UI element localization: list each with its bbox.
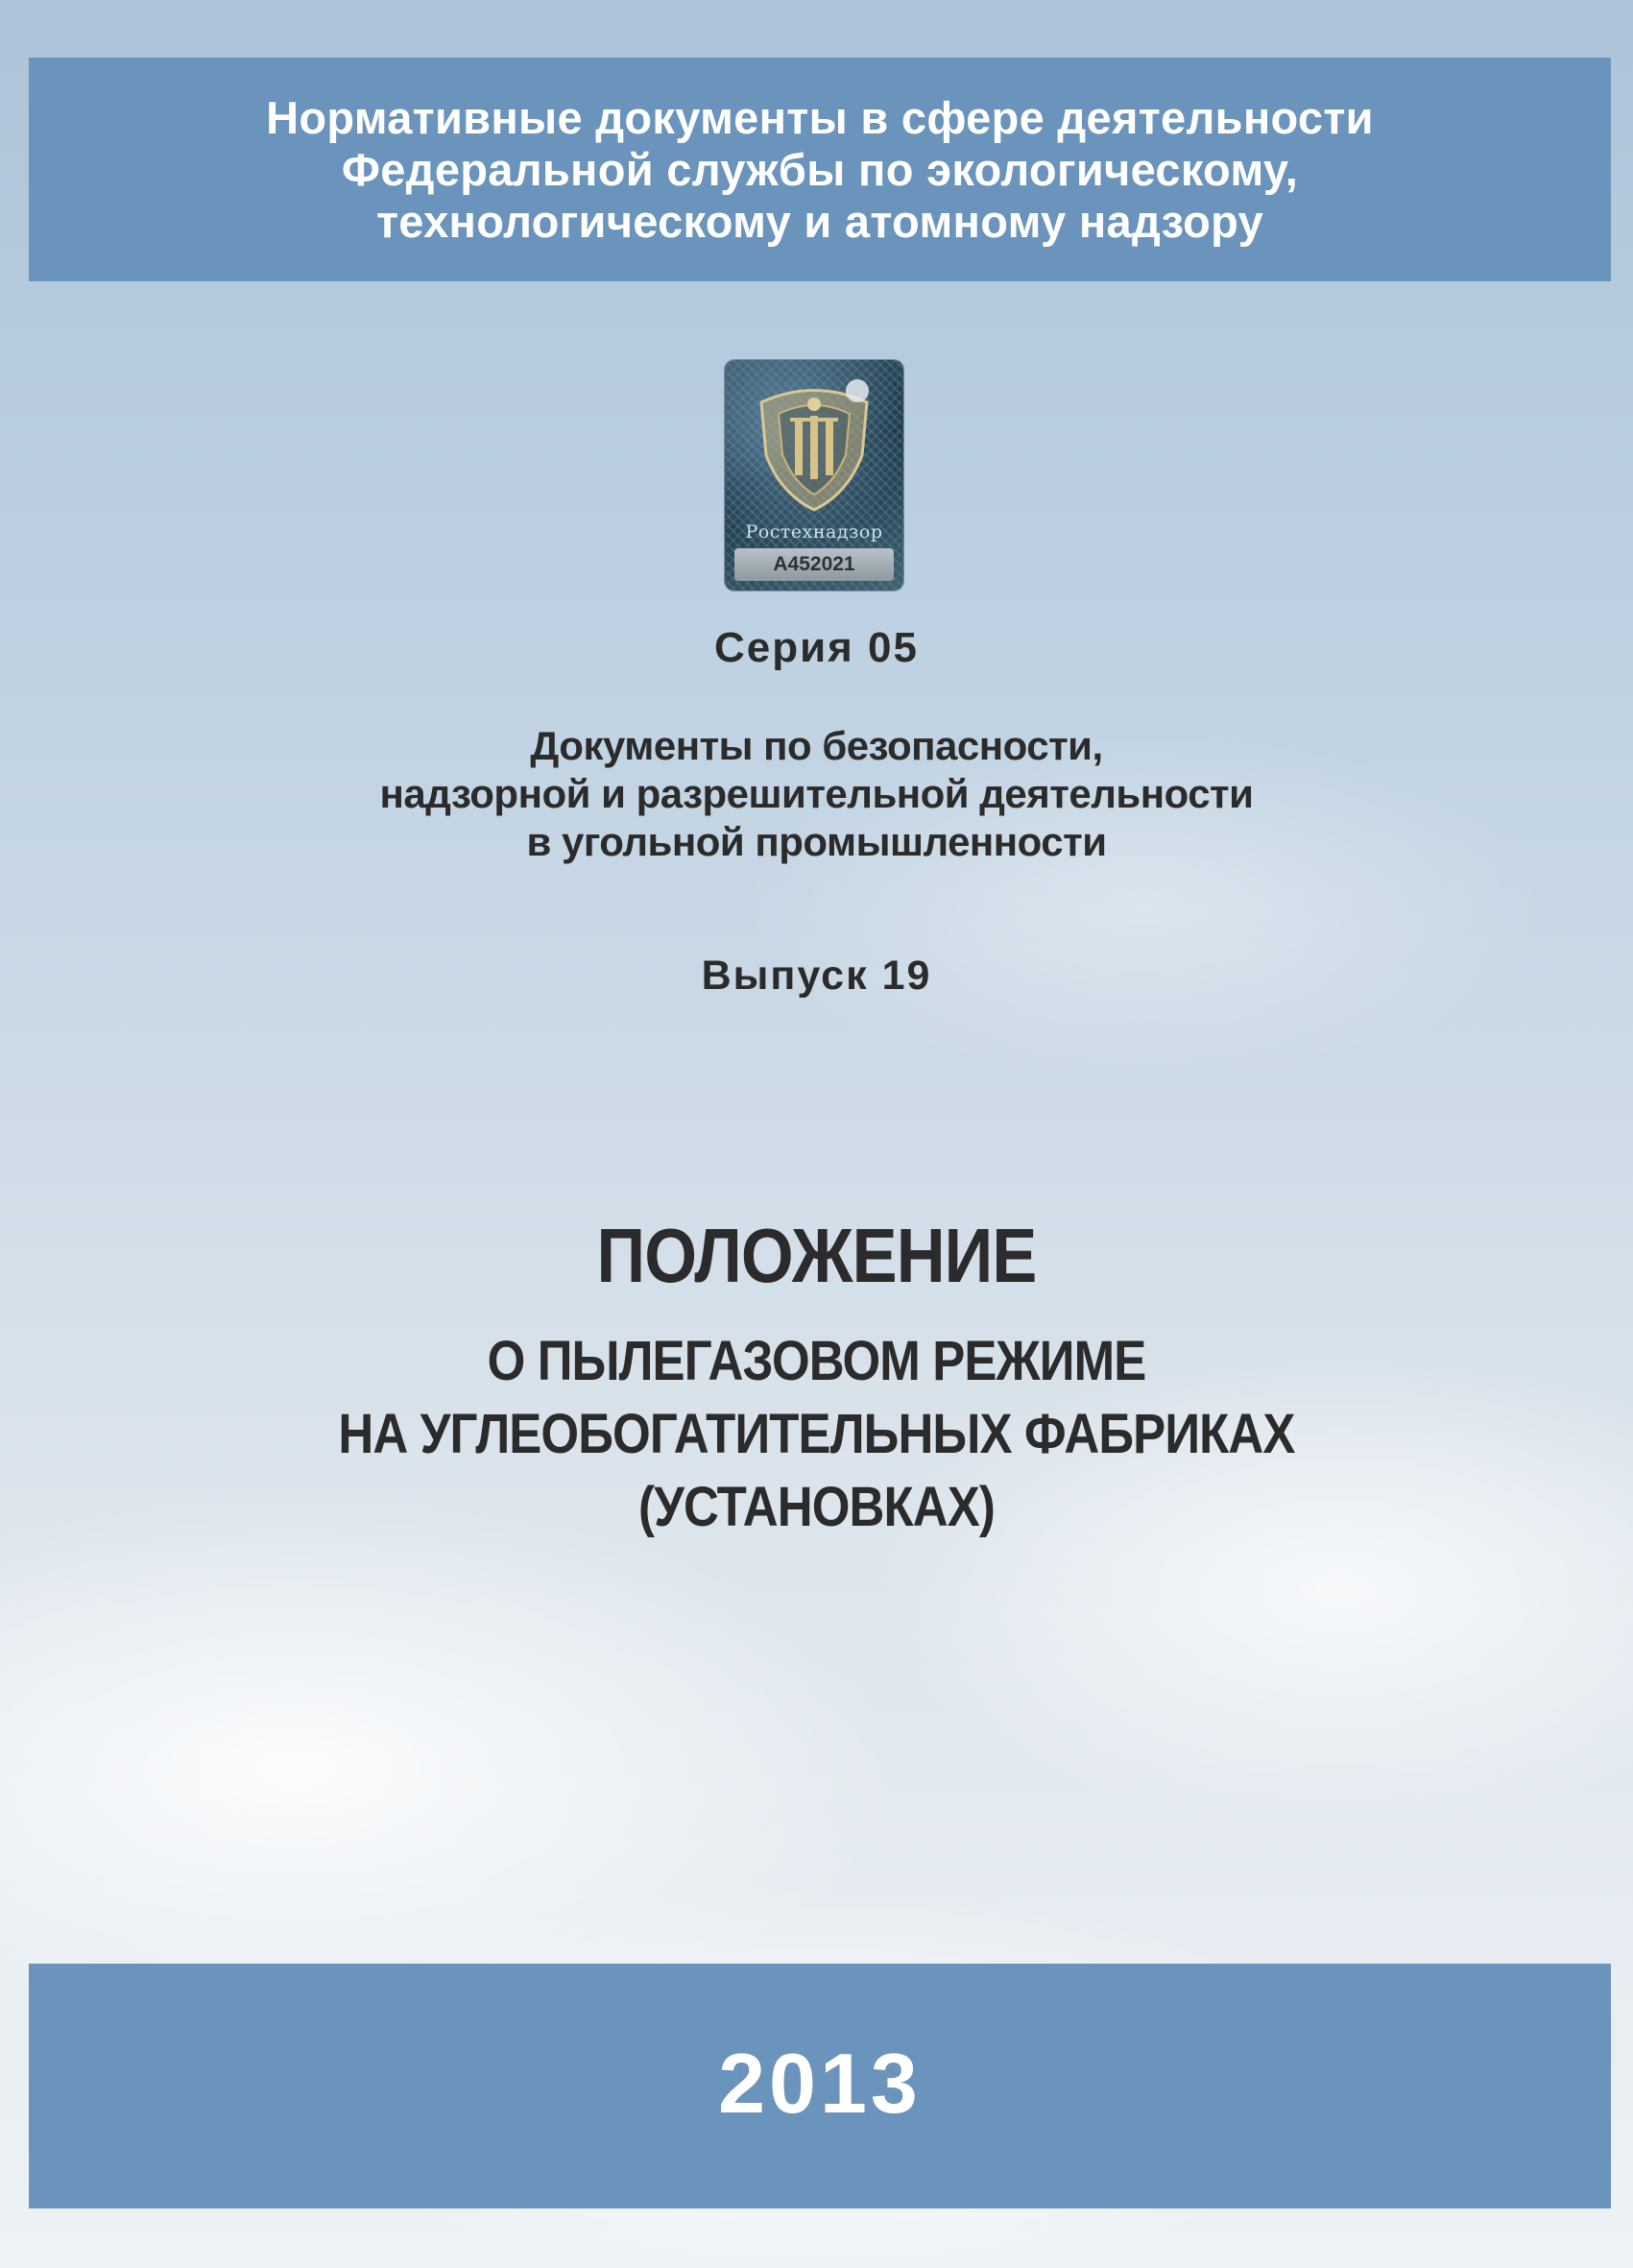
title-line-2: НА УГЛЕОБОГАТИТЕЛЬНЫХ ФАБРИКАХ bbox=[338, 1403, 1295, 1465]
shield-emblem-icon bbox=[742, 374, 886, 518]
document-title-details bbox=[98, 1325, 1535, 1544]
series-subtitle bbox=[0, 722, 1633, 866]
subtitle-line-2: надзорной и разрешительной деятельности bbox=[379, 771, 1254, 816]
document-title: ПОЛОЖЕНИЕ bbox=[596, 1213, 1037, 1298]
subtitle-line-1: Документы по безопасности, bbox=[530, 723, 1103, 768]
header-line-1: Нормативные документы в сфере деятельности bbox=[266, 91, 1374, 143]
publication-year: 2013 bbox=[718, 2035, 922, 2131]
series-label: Серия 05 bbox=[713, 624, 919, 671]
hologram-sticker bbox=[725, 360, 903, 591]
hologram-agency-label: Ростехнадзор bbox=[745, 521, 883, 543]
title-line-1: О ПЫЛЕГАЗОВОМ РЕЖИМЕ bbox=[487, 1330, 1146, 1392]
subtitle-line-3: в угольной промышленности bbox=[526, 819, 1107, 864]
header-line-3: технологическому и атомному надзору bbox=[375, 195, 1264, 247]
hologram-serial-number: А452021 bbox=[734, 548, 894, 581]
footer-band bbox=[29, 1964, 1611, 2208]
title-line-3: (УСТАНОВКАХ) bbox=[637, 1476, 996, 1538]
issue-label: Выпуск 19 bbox=[701, 953, 932, 999]
header-band bbox=[29, 58, 1611, 281]
header-line-2: Федеральной службы по экологическому, bbox=[341, 143, 1299, 195]
